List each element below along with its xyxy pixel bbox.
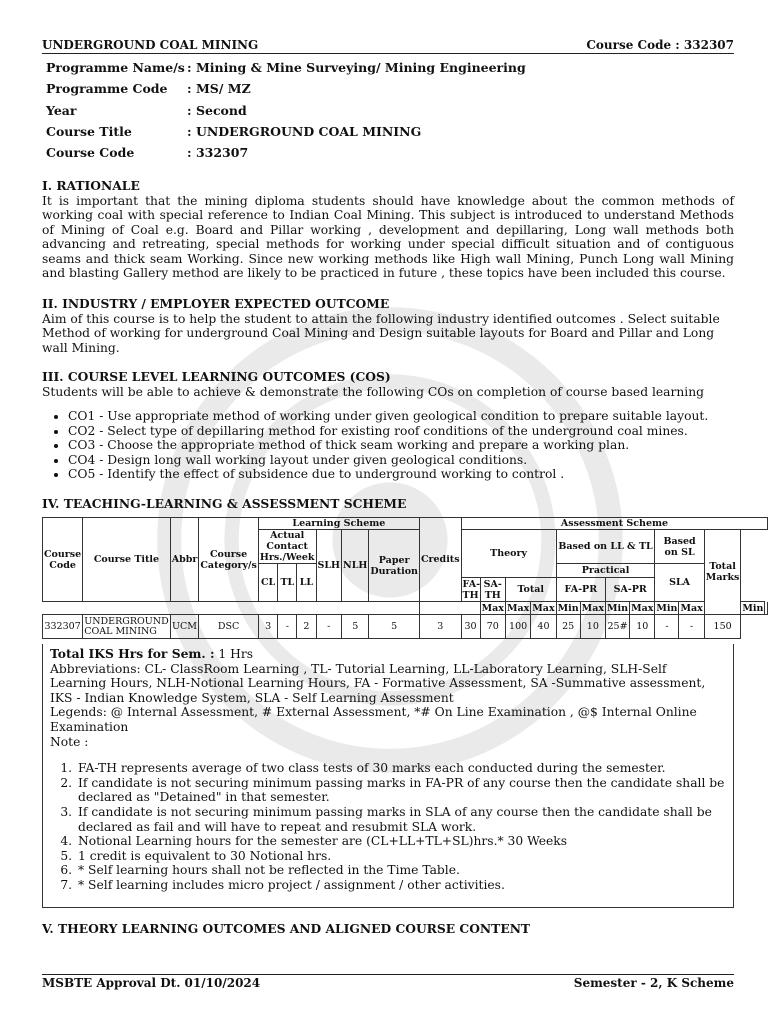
course-info: [46, 60, 526, 166]
footer-approval: MSBTE Approval Dt. 01/10/2024: [42, 976, 261, 990]
scheme-section: [42, 497, 734, 512]
list-item: 7. * Self learning includes micro project / assignment / other activities.: [76, 878, 726, 893]
list-item: • CO5 - Identify the effect of subsidence due to underground working to control .: [68, 467, 734, 482]
iks-line: Total IKS Hrs for Sem. : 1 Hrs: [50, 646, 254, 661]
scheme-table: Course Code Course Title Abbr Course Category/s Learning Scheme Credits Assessment Scheme Actual Contact Hrs./Week SLH NLH Paper Duration Theory Based on LL & TL Based on SL Total Marks CL TL LL Practical SLA FA-TH SA-TH Total FA-PR SA-PR Max Max Max Min Max Min Max Min Max Min 332307 UNDERGROUND COAL MINING UCM DSC 3 - 2 - 5 5 3 30 70 100 40 25 10 25# 10 - - 150: [42, 517, 768, 639]
info-row: Programme Code : MS/ MZ: [46, 81, 251, 97]
footer-semester: Semester - 2, K Scheme: [573, 976, 734, 990]
list-item: 1. FA-TH represents average of two class tests of 30 marks each conducted during the semester.: [76, 761, 726, 776]
rationale-text: It is important that the mining diploma students should have knowledge about the common methods of working coal with special reference to Indian Coal Mining. This subject is introduced to understand Methods of Mining of Coal e.g. Board and Pillar working , development and depillaring, Long wall methods both advancing and retreating, special methods for working under special difficult situation and of contiguous seams and thick seam Working. Since new working methods like High wall Mining, Punch Long wall Mining and blasting Gallery method are likely to be practiced in future , these topics have been included this course.: [42, 193, 734, 280]
list-item: • CO2 - Select type of depillaring method for existing roof conditions of the underground coal mines.: [68, 424, 734, 439]
note-label: Note :: [50, 734, 89, 749]
abbreviations: Abbreviations: CL- ClassRoom Learning , TL- Tutorial Learning, LL-Laboratory Learning, SLH-Self Learning Hours, NLH-Notional Learning Hours, FA - Formative Assessment, SA -Summative assessment, IKS - Indian Knowledge System, SLA - Self Learning Assessment: [50, 661, 706, 705]
outcome-text: Aim of this course is to help the student to attain the following industry identified outcomes . Select suitable Method of working for underground Coal Mining and Design suitable layouts for Board and Pillar and Long wall Mining.: [42, 311, 720, 355]
list-item: 4. Notional Learning hours for the semester are (CL+LL+TL+SL)hrs.* 30 Weeks: [76, 834, 726, 849]
cos-list: [68, 409, 734, 482]
legends: Legends: @ Internal Assessment, # External Assessment, *# On Line Examination , @$ Internal Online Examination: [50, 705, 697, 734]
list-item: 5. 1 credit is equivalent to 30 Notional hrs.: [76, 849, 726, 864]
cos-section: [42, 370, 734, 482]
notes-list: [76, 761, 726, 892]
header-course-code: Course Code : 332307: [586, 38, 734, 52]
list-item: 6. * Self learning hours shall not be reflected in the Time Table.: [76, 863, 726, 878]
list-item: 3. If candidate is not securing minimum passing marks in SLA of any course then the candidate shall be declared as fail and will have to repeat and resubmit SLA work.: [76, 805, 726, 834]
header-course-name: UNDERGROUND COAL MINING: [42, 38, 259, 52]
outcome-heading: II. INDUSTRY / EMPLOYER EXPECTED OUTCOME: [42, 296, 390, 311]
page-footer: [42, 974, 734, 990]
scheme-heading: IV. TEACHING-LEARNING & ASSESSMENT SCHEME: [42, 496, 407, 511]
info-row: Programme Name/s : Mining & Mine Surveying/ Mining Engineering: [46, 60, 526, 75]
list-item: • CO1 - Use appropriate method of working under given geological condition to prepare suitable layout.: [68, 409, 734, 424]
notes-box: [42, 644, 734, 908]
rationale-heading: I. RATIONALE: [42, 178, 140, 193]
info-row: Course Title : UNDERGROUND COAL MINING: [46, 123, 422, 139]
page-header: [42, 38, 734, 54]
rationale-section: [42, 179, 734, 281]
outcome-section: [42, 297, 734, 355]
info-row: Course Code : 332307: [46, 145, 249, 161]
section-five: [42, 922, 734, 937]
info-row: Year : Second: [46, 102, 247, 118]
table-row: 332307 UNDERGROUND COAL MINING UCM DSC 3 - 2 - 5 5 3 30 70 100 40 25 10 25# 10 - - 150: [43, 615, 768, 639]
cos-intro: Students will be able to achieve & demonstrate the following COs on completion of course based learning: [42, 384, 705, 399]
list-item: • CO3 - Choose the appropriate method of thick seam working and prepare a working plan.: [68, 438, 734, 453]
list-item: 2. If candidate is not securing minimum passing marks in FA-PR of any course then the candidate shall be declared as "Detained" in that semester.: [76, 776, 726, 805]
section-five-heading: V. THEORY LEARNING OUTCOMES AND ALIGNED COURSE CONTENT: [42, 921, 531, 936]
cos-heading: III. COURSE LEVEL LEARNING OUTCOMES (COS): [42, 369, 391, 384]
list-item: • CO4 - Design long wall working layout under given geological conditions.: [68, 453, 734, 468]
